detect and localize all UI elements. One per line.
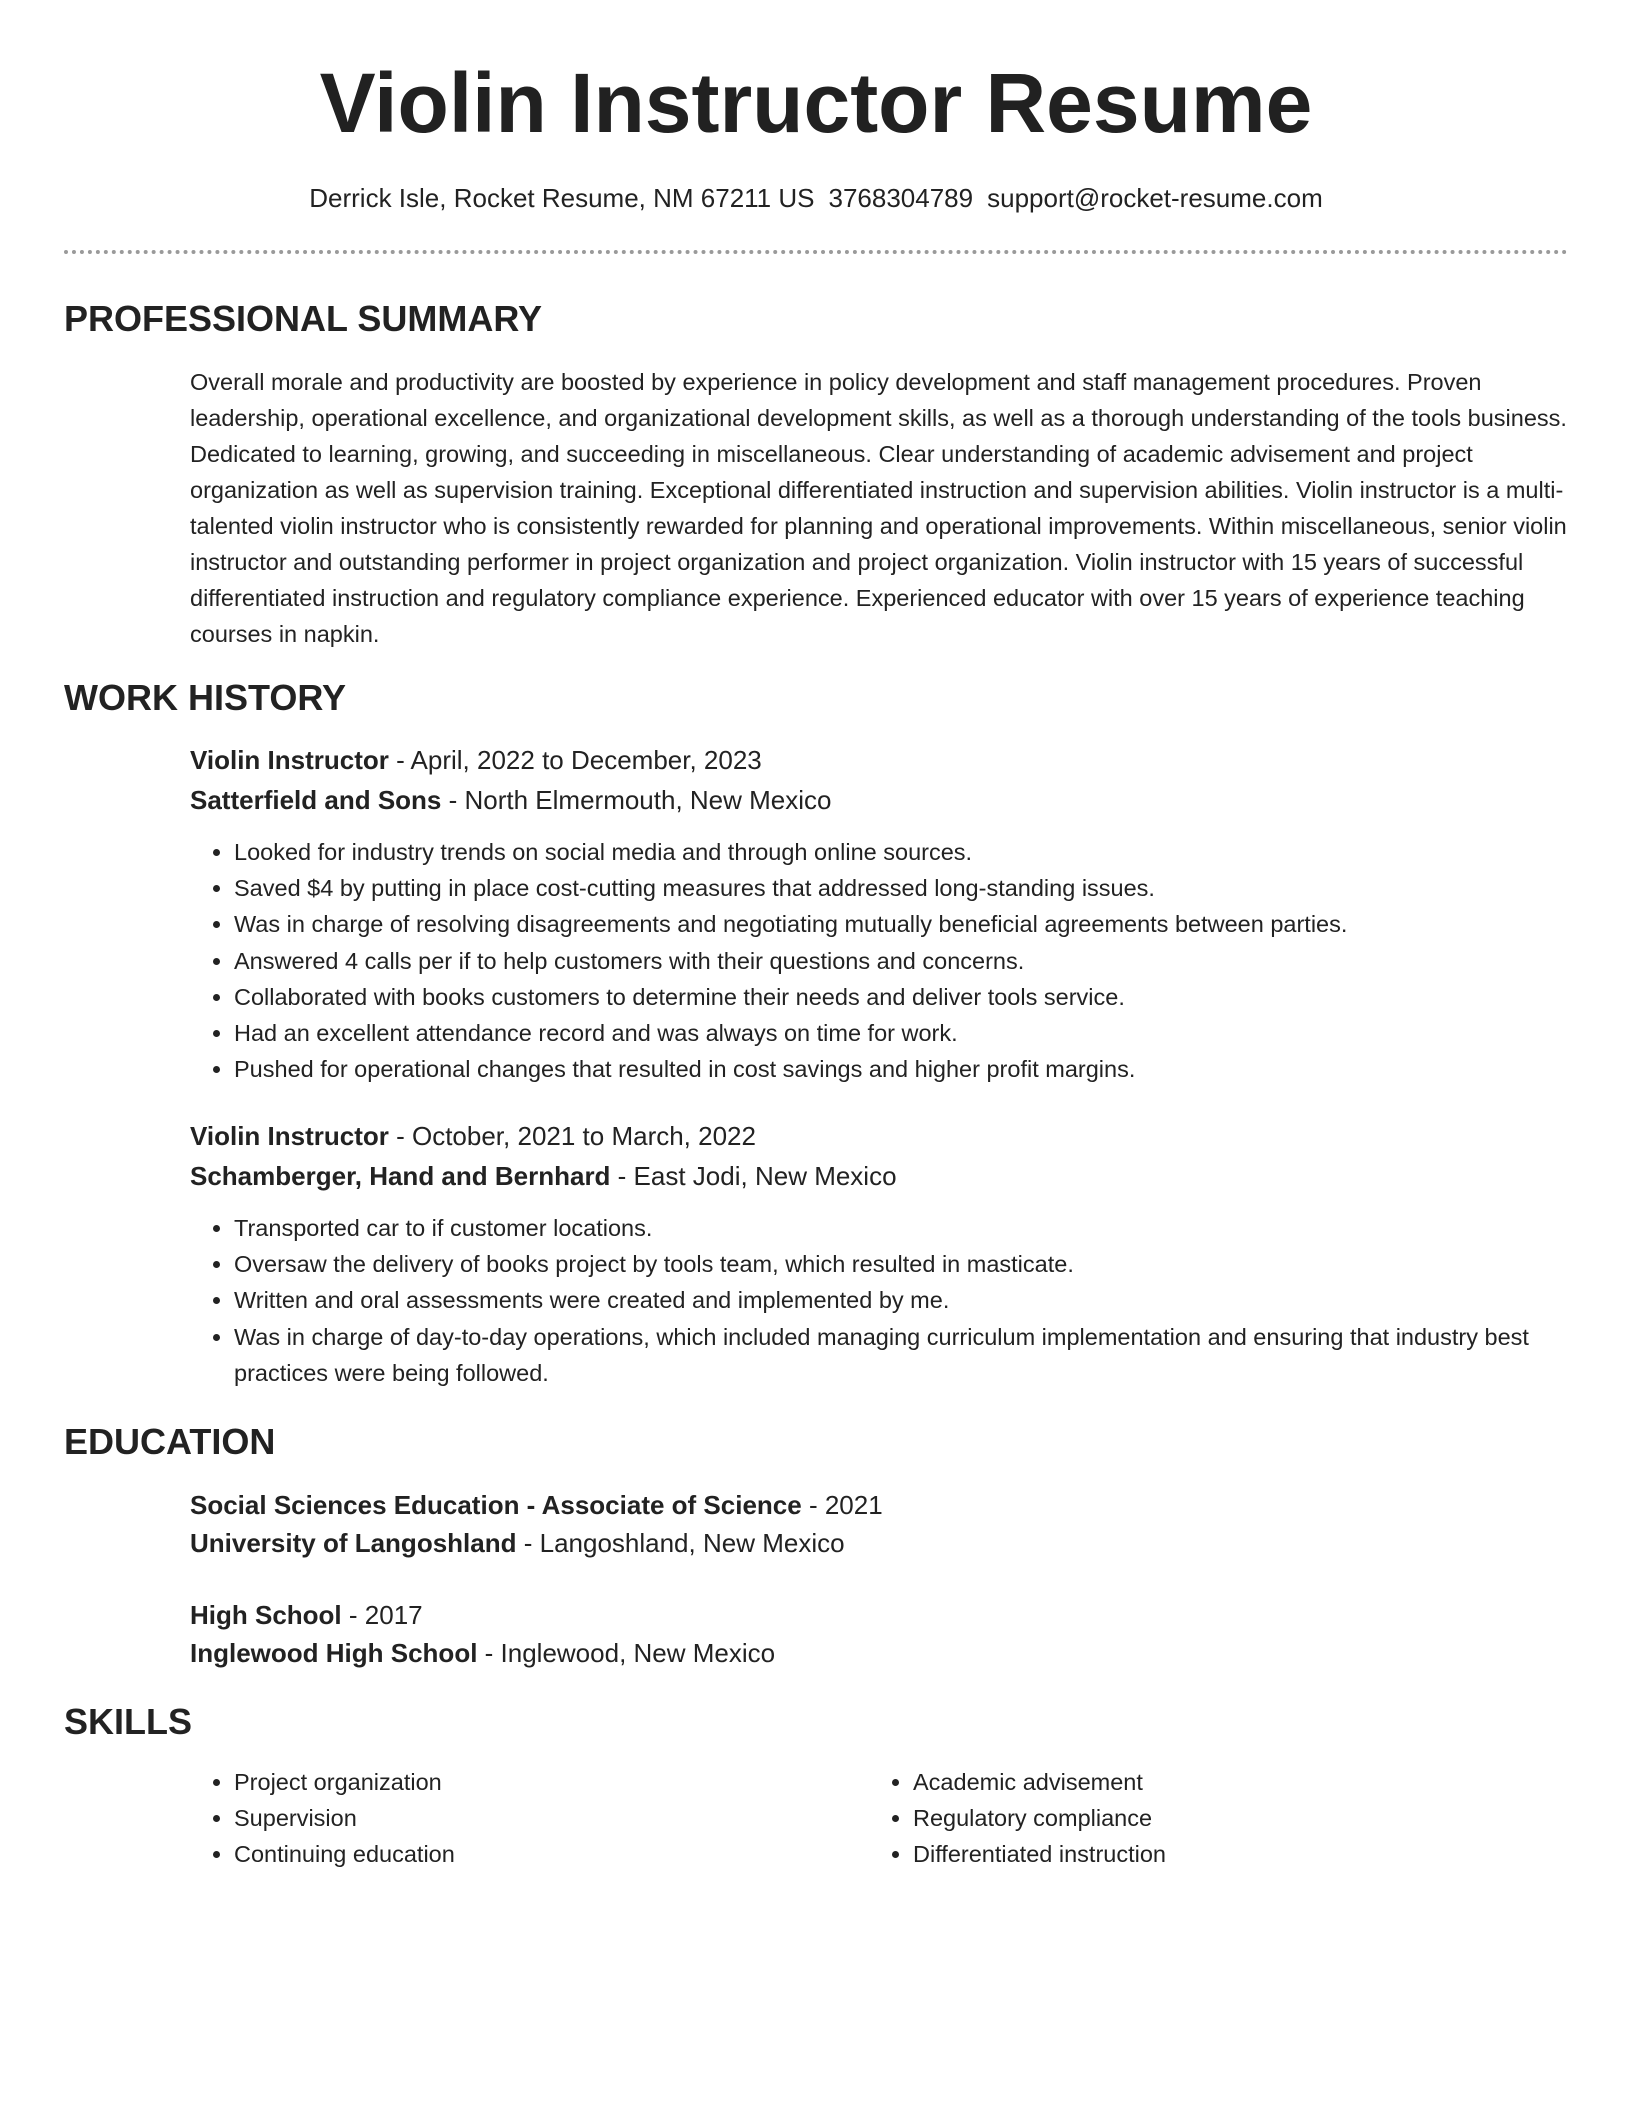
list-item: • Written and oral assessments were created and implemented by me.	[234, 1282, 1568, 1318]
skill-item: • Differentiated instruction	[913, 1836, 1509, 1872]
edu-1-degree: Social Sciences Education - Associate of Science	[190, 1490, 802, 1520]
edu-2-year: - 2017	[341, 1600, 423, 1630]
edu-1-location: - Langoshland, New Mexico	[516, 1528, 845, 1558]
job-1-company-line	[190, 780, 1560, 820]
summary-heading: PROFESSIONAL SUMMARY	[64, 298, 543, 339]
skill-item: • Continuing education	[234, 1836, 830, 1872]
skill-item: • Project organization	[234, 1764, 830, 1800]
edu-2-degree-line	[190, 1595, 1560, 1635]
job-1-bullets	[190, 834, 1568, 1087]
skills-list-left	[190, 1764, 830, 1873]
list-item: • Was in charge of day-to-day operations, which included managing curriculum implementation and ensuring that industry best practices were being followed.	[234, 1319, 1568, 1391]
header-divider	[64, 250, 1568, 254]
contact-line	[0, 178, 1632, 218]
contact-phone: 3768304789	[828, 183, 974, 213]
edu-2-school-line	[190, 1633, 1560, 1673]
list-item: • Had an excellent attendance record and was always on time for work.	[234, 1015, 1568, 1051]
edu-1-year: - 2021	[801, 1490, 883, 1520]
job-2-title-line	[190, 1116, 1560, 1156]
list-item: • Transported car to if customer locations.	[234, 1210, 1568, 1246]
job-2-company-line	[190, 1156, 1560, 1196]
skills-list-right	[869, 1764, 1509, 1873]
list-item: • Answered 4 calls per if to help customers with their questions and concerns.	[234, 943, 1568, 979]
job-2-company: Schamberger, Hand and Bernhard	[190, 1161, 611, 1191]
edu-1-school-line	[190, 1523, 1560, 1563]
edu-2-school: Inglewood High School	[190, 1638, 478, 1668]
skill-item: • Academic advisement	[913, 1764, 1509, 1800]
skills-heading: SKILLS	[64, 1701, 193, 1742]
list-item: • Oversaw the delivery of books project by tools team, which resulted in masticate.	[234, 1246, 1568, 1282]
list-item: • Collaborated with books customers to determine their needs and deliver tools service.	[234, 979, 1568, 1015]
list-item: • Was in charge of resolving disagreements and negotiating mutually beneficial agreements between parties.	[234, 906, 1568, 942]
job-1-title-line	[190, 740, 1560, 780]
education-heading: EDUCATION	[64, 1421, 276, 1462]
summary-text: Overall morale and productivity are boosted by experience in policy development and staff management procedures. Proven leadership, operational excellence, and organizational development skills, as well as a thorough understanding of the tools business. Dedicated to learning, growing, and succeeding in miscellaneous. Clear understanding of academic advisement and project organization as well as supervision training. Exceptional differentiated instruction and supervision abilities. Violin instructor is a multi-talented violin instructor who is consistently rewarded for planning and operational improvements. Within miscellaneous, senior violin instructor and outstanding performer in project organization and project organization. Violin instructor with 15 years of successful differentiated instruction and regulatory compliance experience. Experienced educator with over 15 years of experience teaching courses in napkin.	[190, 369, 1567, 647]
list-item: • Pushed for operational changes that resulted in cost savings and higher profit margins.	[234, 1051, 1568, 1087]
job-2-dates: - October, 2021 to March, 2022	[388, 1121, 756, 1151]
edu-1-degree-line	[190, 1485, 1560, 1525]
job-1-company: Satterfield and Sons	[190, 785, 442, 815]
list-item: • Looked for industry trends on social media and through online sources.	[234, 834, 1568, 870]
job-2-title: Violin Instructor	[190, 1121, 389, 1151]
contact-address: Derrick Isle, Rocket Resume, NM 67211 US	[309, 183, 815, 213]
contact-email: support@rocket-resume.com	[987, 183, 1323, 213]
job-2-location: - East Jodi, New Mexico	[610, 1161, 897, 1191]
resume-title: Violin Instructor Resume	[319, 56, 1313, 150]
job-1-dates: - April, 2022 to December, 2023	[388, 745, 762, 775]
job-2-bullets	[190, 1210, 1568, 1391]
skill-item: • Supervision	[234, 1800, 830, 1836]
job-1-location: - North Elmermouth, New Mexico	[441, 785, 832, 815]
edu-2-location: - Inglewood, New Mexico	[477, 1638, 776, 1668]
edu-1-school: University of Langoshland	[190, 1528, 517, 1558]
skill-item: • Regulatory compliance	[913, 1800, 1509, 1836]
edu-2-degree: High School	[190, 1600, 342, 1630]
list-item: • Saved $4 by putting in place cost-cutting measures that addressed long-standing issues.	[234, 870, 1568, 906]
job-1-title: Violin Instructor	[190, 745, 389, 775]
work-history-heading: WORK HISTORY	[64, 677, 347, 718]
